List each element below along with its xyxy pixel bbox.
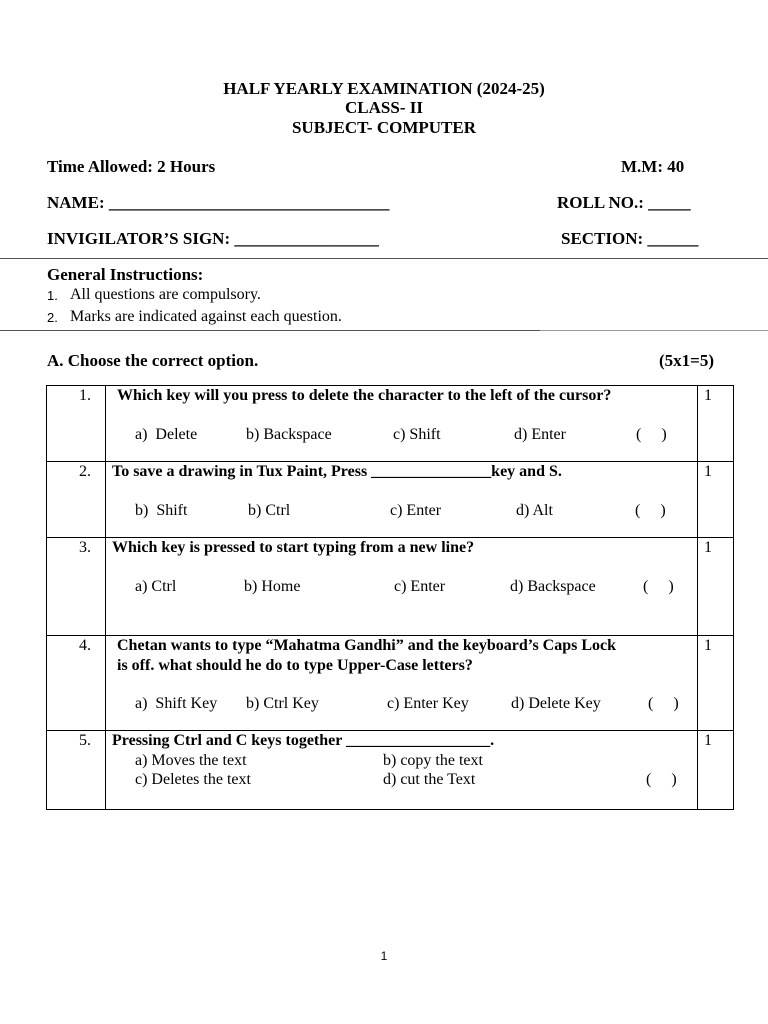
class-label: CLASS- II	[345, 98, 423, 117]
question-text-line-2: is off. what should he do to type Upper-Case letters?	[117, 657, 473, 674]
option-b: b) Ctrl Key	[246, 695, 319, 712]
option-c: c) Shift	[393, 426, 441, 443]
question-row-5	[47, 731, 734, 810]
marks-cell	[698, 636, 734, 731]
option-a: a) Ctrl	[135, 578, 177, 595]
question-number-cell	[47, 462, 106, 538]
option-c: c) Deletes the text	[135, 771, 251, 788]
option-d: d) Enter	[514, 426, 566, 443]
page-number: 1	[380, 949, 388, 963]
option-a: a) Shift Key	[135, 695, 218, 712]
option-b: b) Backspace	[246, 426, 332, 443]
marks-cell	[698, 386, 734, 462]
question-mark: 1	[704, 732, 712, 749]
option-a: a) Delete	[135, 426, 198, 443]
instruction-2-number: 2.	[47, 310, 58, 325]
question-row-4	[47, 636, 734, 731]
answer-blank: ( )	[643, 578, 674, 595]
marks-cell	[698, 462, 734, 538]
marks-cell	[698, 731, 734, 810]
question-number: 3.	[79, 539, 91, 556]
divider-top	[0, 258, 768, 259]
option-d: d) Alt	[516, 502, 553, 519]
option-b: b) Ctrl	[248, 502, 291, 519]
instructions-heading: General Instructions:	[47, 265, 204, 284]
questions-table	[46, 385, 734, 810]
question-number-cell	[47, 538, 106, 636]
option-a: b) Shift	[135, 502, 188, 519]
answer-blank: ( )	[646, 771, 677, 788]
question-text: Which key is pressed to start typing from a new line?	[112, 539, 475, 556]
question-number-cell	[47, 636, 106, 731]
instruction-1-number: 1.	[47, 288, 58, 303]
option-b: b) copy the text	[383, 752, 483, 769]
question-text: To save a drawing in Tux Paint, Press _______________key and S.	[112, 463, 562, 480]
marks-cell	[698, 538, 734, 636]
option-c: c) Enter	[394, 578, 446, 595]
question-body-cell	[106, 386, 698, 462]
section-a-title: A. Choose the correct option.	[47, 351, 259, 370]
question-text: Which key will you press to delete the character to the left of the cursor?	[117, 387, 612, 404]
question-mark: 1	[704, 539, 712, 556]
question-number: 2.	[79, 463, 91, 480]
option-d: d) Delete Key	[511, 695, 601, 712]
question-mark: 1	[704, 463, 712, 480]
exam-title: HALF YEARLY EXAMINATION (2024-25)	[223, 79, 545, 98]
answer-blank: ( )	[648, 695, 679, 712]
instruction-1-text: All questions are compulsory.	[70, 286, 261, 303]
option-c: c) Enter Key	[387, 695, 469, 712]
section-a-marks: (5x1=5)	[659, 351, 715, 370]
question-body-cell	[106, 462, 698, 538]
question-row-2	[47, 462, 734, 538]
question-body-cell	[106, 731, 698, 810]
option-c: c) Enter	[390, 502, 442, 519]
option-d: d) cut the Text	[383, 771, 476, 788]
time-allowed: Time Allowed: 2 Hours	[47, 157, 216, 176]
question-number: 4.	[79, 637, 91, 654]
subject-label: SUBJECT- COMPUTER	[291, 118, 477, 137]
question-text: Pressing Ctrl and C keys together __________________.	[112, 732, 495, 749]
answer-blank: ( )	[636, 426, 667, 443]
question-mark: 1	[704, 637, 712, 654]
max-marks: M.M: 40	[621, 157, 685, 176]
roll-no-field: ROLL NO.: _____	[557, 193, 691, 212]
instruction-2-text: Marks are indicated against each question.	[70, 308, 342, 325]
name-field: NAME: _________________________________	[47, 193, 390, 212]
invigilator-sign-field: INVIGILATOR’S SIGN: _________________	[47, 229, 379, 248]
question-number: 5.	[79, 732, 91, 749]
question-number-cell	[47, 386, 106, 462]
option-b: b) Home	[244, 578, 301, 595]
question-number: 1.	[79, 387, 91, 404]
divider-instructions-dark	[0, 330, 540, 331]
question-text-line-1: Chetan wants to type “Mahatma Gandhi” and the keyboard’s Caps Lock	[117, 637, 617, 654]
question-number-cell	[47, 731, 106, 810]
question-row-3	[47, 538, 734, 636]
question-row-1	[47, 386, 734, 462]
section-field: SECTION: ______	[561, 229, 699, 248]
question-body-cell	[106, 636, 698, 731]
question-mark: 1	[704, 387, 712, 404]
answer-blank: ( )	[635, 502, 666, 519]
option-a: a) Moves the text	[135, 752, 247, 769]
question-body-cell	[106, 538, 698, 636]
option-d: d) Backspace	[510, 578, 596, 595]
